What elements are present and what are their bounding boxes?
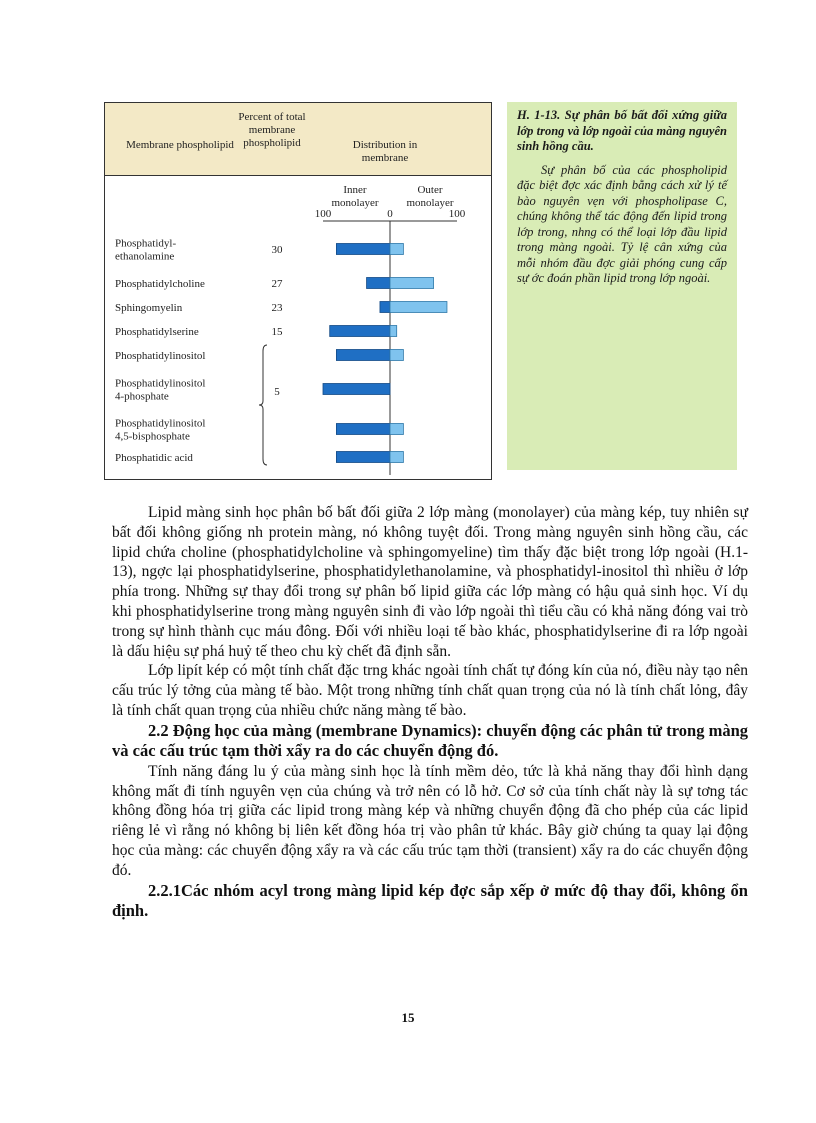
- category-label: Phosphatidyl-ethanolamine: [115, 237, 177, 263]
- bar-inner: [323, 384, 390, 395]
- bar-inner: [336, 424, 390, 435]
- tick-label-outer-100: 100: [448, 208, 466, 220]
- bar-inner: [380, 302, 390, 313]
- figure-caption: [507, 102, 737, 470]
- bar-outer: [390, 244, 403, 255]
- section-heading-2-2: 2.2 Động học của màng (membrane Dynamics): chuyển động các phân tử trong màng và các cấu trúc tạm thời xẩy ra do các chuyển động đó.: [112, 720, 748, 761]
- percent-label: 23: [271, 302, 283, 314]
- tick-label-zero: 0: [387, 208, 393, 220]
- figure-panel: [104, 102, 492, 480]
- category-label: Phosphatidylinositol 4,5-bisphosphate: [115, 417, 206, 443]
- bar-inner: [336, 350, 390, 361]
- bar-outer: [390, 278, 434, 289]
- bar-outer: [390, 350, 403, 361]
- bar-inner: [336, 244, 390, 255]
- percent-label: 30: [271, 244, 283, 256]
- percent-label: 27: [271, 278, 283, 290]
- axis-label-inner: Inner monolayer: [331, 184, 379, 209]
- bar-inner: [330, 326, 390, 337]
- bar-outer: [390, 452, 403, 463]
- category-label: Phosphatidylcholine: [115, 278, 205, 290]
- paragraph-2: Lớp lipít kép có một tính chất đặc trng khác ngoài tính chất tự đóng kín của nó, điều này tạo nên cấu trúc lý tởng của màng tế bào. Một trong những tính chất quan trọng của nó là tính chất lỏng, đây là tính chất quan trọng của nhiều chức năng màng tế bào.: [112, 662, 748, 719]
- category-label: Phosphatidylserine: [115, 326, 199, 338]
- category-label: Phosphatidylinositol: [115, 350, 206, 362]
- caption-body: Sự phân bố của các phospholipid đặc biệt đợc xác định bằng cách xử lý tế bào nguyên vẹn với phospholipase C, chúng không thể tác động đến lipid trong lớp trong, nhng có thể loại lớp đầu lipid trong màng ngoài. Tỷ lệ cân xứng của mỗi nhóm đầu đợc giải phóng cung cấp sự ớc đoán phần lipid trong lớp ngoài.: [517, 162, 727, 285]
- header-membrane-phospholipid: Membrane phospholipid: [126, 139, 234, 151]
- caption-title: H. 1-13. Sự phân bố bất đối xứng giữa lớp trong và lớp ngoài của màng nguyên sinh hồng cầu.: [517, 108, 727, 153]
- percent-label: 15: [271, 326, 283, 338]
- group-brace: [259, 345, 267, 465]
- tick-label-inner-100: 100: [314, 208, 332, 220]
- bar-inner: [336, 452, 390, 463]
- paragraph-3: Tính năng đáng lu ý của màng sinh học là tính mềm dẻo, tức là khả năng thay đổi hình dạng không mất đi tính nguyên vẹn của chúng và trở nên có lỗ hở. Cơ sở của tính chất này là sự tơng tác không đồng hóa trị giữa các lipid trong màng kép và những chuyển động đã cho phép của các lipid riêng lẻ vì rằng nó không bị liên kết đồng hóa trị vào phân tử khác. Bây giờ chúng ta quay lại động học của màng: các chuyển động xẩy ra và các cấu trúc tạm thời (transient) xẩy ra do các chuyển động đó.: [112, 762, 748, 879]
- percent-label: 5: [274, 386, 280, 398]
- category-label: Phosphatidylinositol 4-phosphate: [115, 377, 206, 403]
- distribution-chart: [105, 175, 491, 479]
- category-label: Phosphatidic acid: [115, 452, 193, 464]
- section-heading-2-2-1: 2.2.1Các nhóm acyl trong màng lipid kép đợc sắp xếp ở mức độ thay đổi, không ổn định.: [112, 880, 748, 921]
- header-percent: Percent of total membrane phospholipid: [238, 111, 306, 149]
- bar-inner: [367, 278, 390, 289]
- bar-outer: [390, 302, 447, 313]
- bar-outer: [390, 424, 403, 435]
- bar-outer: [390, 326, 397, 337]
- category-label: Sphingomyelin: [115, 302, 183, 314]
- header-distribution: Distribution in membrane: [352, 139, 418, 164]
- page-number: 15: [401, 1010, 415, 1025]
- body-text: [112, 503, 748, 922]
- figure-header: [105, 103, 491, 176]
- axis-label-outer: Outer monolayer: [406, 184, 454, 209]
- paragraph-1: Lipid màng sinh học phân bố bất đối giữa 2 lớp màng (monolayer) của màng kép, tuy nhiên sự bất đối không giống nh protein màng, nó không tuyệt đối. Trong màng nguyên sinh hồng cầu, các lipid chứa choline (phosphatidylcholine và sphingomyeline) tìm thấy đặc biệt trong lớp ngoài (H.1-13), ngợc lại phosphatidylserine, phosphatidylethanolamine, và phosphatidyl-inositol thì nhiều ở lớp phía trong. Những sự thay đổi trong sự phân bố lipid giữa các lớp màng có hậu quả sinh học. Ví dụ khi phosphatidylserine trong màng nguyên sinh đi vào lớp ngoài thì tiểu cầu có khả năng đóng vai trò trong sự hình thành cục máu đông. Đối với nhiều loại tế bào khác, phosphatidylserine đi ra lớp ngoài là dấu hiệu sự phá huỷ tế theo chu kỳ chết đã định sẵn.: [112, 504, 748, 660]
